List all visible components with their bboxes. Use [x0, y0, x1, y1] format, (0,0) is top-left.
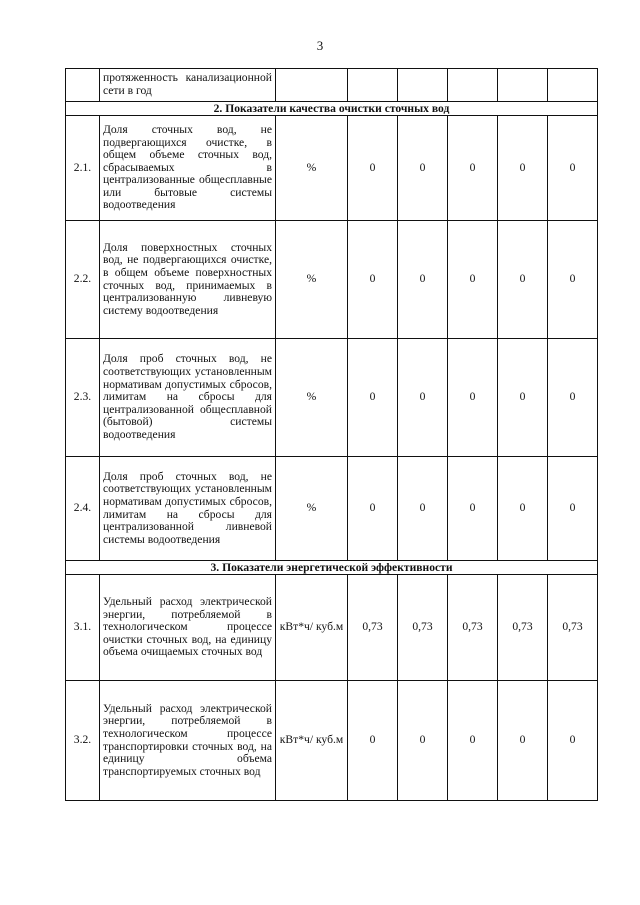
value-cell — [448, 69, 498, 102]
value-cell: 0 — [448, 681, 498, 801]
indicators-table — [65, 68, 598, 801]
value-cell: 0 — [548, 457, 598, 561]
unit-cell: % — [276, 116, 348, 221]
indicator-row — [66, 575, 598, 681]
row-number: 2.2. — [66, 221, 100, 339]
value-cell: 0,73 — [448, 575, 498, 681]
value-cell — [398, 69, 448, 102]
value-cell — [498, 69, 548, 102]
value-cell: 0,73 — [398, 575, 448, 681]
value-cell: 0 — [398, 681, 448, 801]
value-cell: 0,73 — [498, 575, 548, 681]
section-heading-row — [66, 102, 598, 116]
section-heading-row — [66, 561, 598, 575]
section-title: 2. Показатели качества очистки сточных вод — [66, 102, 598, 116]
page-number: 3 — [316, 38, 324, 53]
value-cell: 0 — [448, 339, 498, 457]
value-cell: 0 — [548, 116, 598, 221]
value-cell: 0 — [548, 221, 598, 339]
row-number: 2.1. — [66, 116, 100, 221]
row-number: 2.4. — [66, 457, 100, 561]
unit-cell: кВт*ч/ куб.м — [276, 575, 348, 681]
value-cell: 0 — [448, 457, 498, 561]
value-cell: 0 — [398, 221, 448, 339]
indicator-row — [66, 681, 598, 801]
value-cell — [548, 69, 598, 102]
indicator-name: Доля поверхностных сточных вод, не подвергающихся очистке, в общем объеме поверхностных сточных вод, принимаемых в централизованную ливневую систему водоотведения — [100, 221, 276, 339]
indicator-row — [66, 116, 598, 221]
value-cell: 0 — [398, 457, 448, 561]
value-cell: 0 — [498, 681, 548, 801]
unit-cell: кВт*ч/ куб.м — [276, 681, 348, 801]
value-cell: 0 — [498, 457, 548, 561]
value-cell: 0 — [348, 116, 398, 221]
indicator-name: протяженность канализационной сети в год — [100, 69, 276, 102]
value-cell: 0 — [348, 457, 398, 561]
value-cell: 0 — [348, 221, 398, 339]
value-cell: 0 — [548, 681, 598, 801]
indicator-name: Доля проб сточных вод, не соответствующих установленным нормативам допустимых сбросов, лимитам на сбросы для централизованной ливневой системы водоотведения — [100, 457, 276, 561]
indicator-name: Удельный расход электрической энергии, потребляемой в технологическом процессе транспортировки сточных вод, на единицу объема транспортируемых сточных вод — [100, 681, 276, 801]
value-cell — [348, 69, 398, 102]
indicator-name: Доля проб сточных вод, не соответствующих установленным нормативам допустимых сбросов, лимитам на сбросы для централизованной общесплавной (бытовой) системы водоотведения — [100, 339, 276, 457]
value-cell: 0 — [498, 221, 548, 339]
indicator-name: Доля сточных вод, не подвергающихся очистке, в общем объеме сточных вод, сбрасываемых в централизованные общесплавные или бытовые системы водоотведения — [100, 116, 276, 221]
value-cell: 0 — [348, 339, 398, 457]
indicator-name: Удельный расход электрической энергии, потребляемой в технологическом процессе очистки сточных вод, на единицу объема очищаемых сточных вод — [100, 575, 276, 681]
value-cell: 0 — [548, 339, 598, 457]
value-cell: 0 — [498, 339, 548, 457]
indicator-row — [66, 221, 598, 339]
unit-cell — [276, 69, 348, 102]
section-title: 3. Показатели энергетической эффективности — [66, 561, 598, 575]
indicator-row — [66, 457, 598, 561]
value-cell: 0 — [498, 116, 548, 221]
value-cell: 0 — [448, 221, 498, 339]
indicator-row — [66, 339, 598, 457]
value-cell: 0 — [348, 681, 398, 801]
row-number: 2.3. — [66, 339, 100, 457]
row-number: 3.2. — [66, 681, 100, 801]
row-number: 3.1. — [66, 575, 100, 681]
value-cell: 0 — [398, 339, 448, 457]
continuation-row — [66, 69, 598, 102]
value-cell: 0,73 — [548, 575, 598, 681]
unit-cell: % — [276, 221, 348, 339]
value-cell: 0,73 — [348, 575, 398, 681]
unit-cell: % — [276, 339, 348, 457]
unit-cell: % — [276, 457, 348, 561]
row-number — [66, 69, 100, 102]
value-cell: 0 — [398, 116, 448, 221]
value-cell: 0 — [448, 116, 498, 221]
